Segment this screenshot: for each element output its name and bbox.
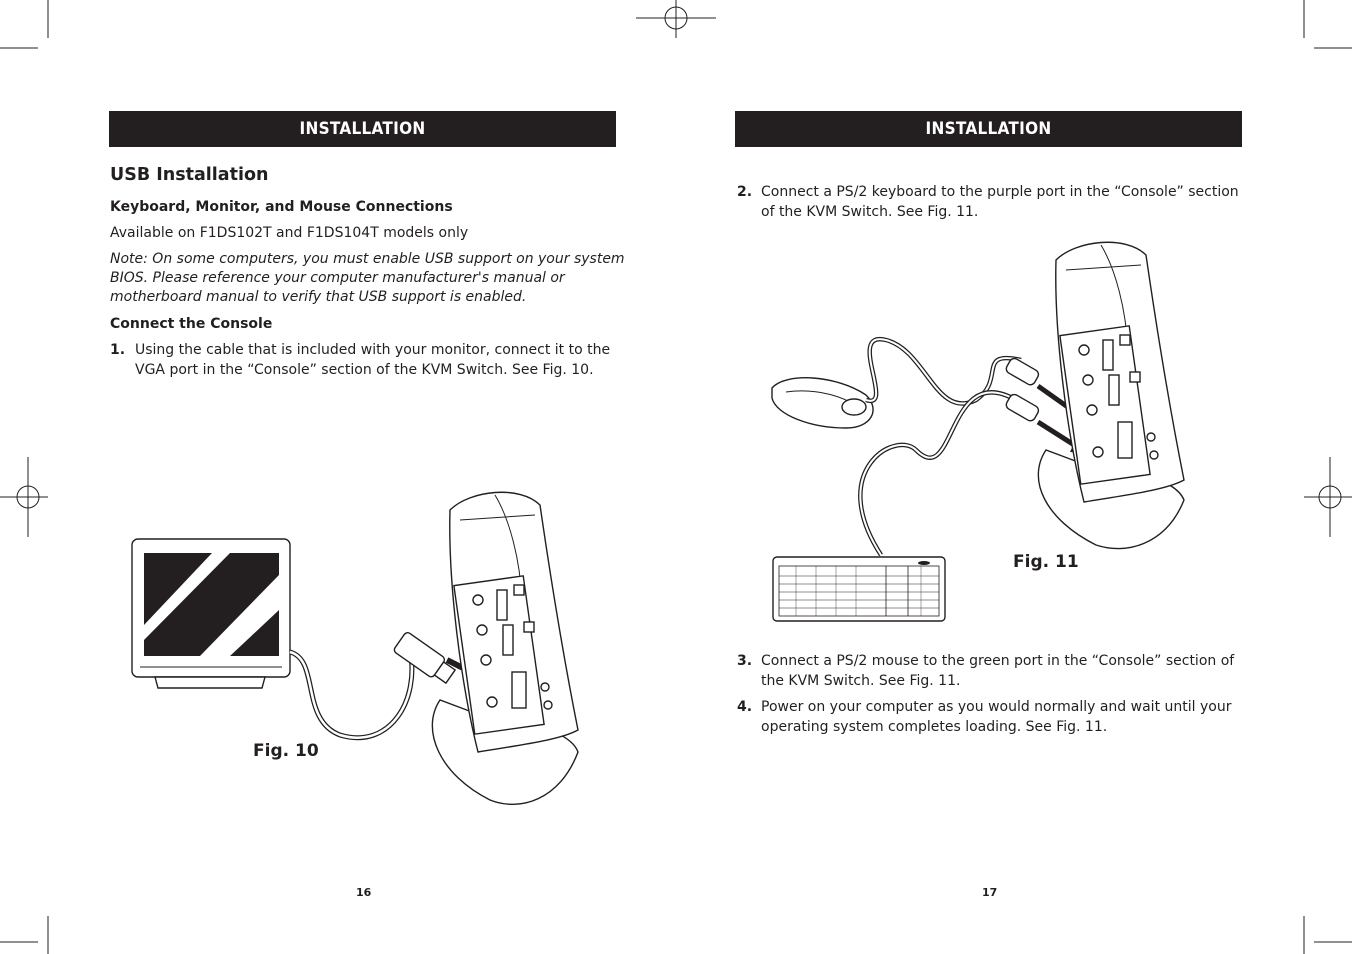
section-banner: INSTALLATION bbox=[735, 111, 1242, 147]
page-right bbox=[676, 0, 1352, 954]
page-heading: USB Installation bbox=[110, 165, 269, 185]
section-banner: INSTALLATION bbox=[109, 111, 616, 147]
step-number: 3. bbox=[737, 653, 753, 669]
subheading: Keyboard, Monitor, and Mouse Connections bbox=[110, 199, 453, 215]
step-text: of the KVM Switch. See Fig. 11. bbox=[761, 204, 979, 220]
step-text: operating system completes loading. See Fig. 11. bbox=[761, 719, 1108, 735]
kvm-switch-icon bbox=[432, 492, 578, 804]
availability-text: Available on F1DS102T and F1DS104T models only bbox=[110, 225, 469, 241]
step-text: Power on your computer as you would normally and wait until your bbox=[761, 699, 1232, 715]
page-number: 16 bbox=[356, 886, 372, 899]
ps2-connector-icon bbox=[1005, 393, 1041, 423]
keyboard-icon bbox=[773, 557, 945, 621]
page-number: 17 bbox=[982, 886, 998, 899]
step-number: 1. bbox=[110, 342, 126, 358]
step-text: VGA port in the “Console” section of the KVM Switch. See Fig. 10. bbox=[135, 362, 594, 378]
step-number: 2. bbox=[737, 184, 753, 200]
note-line: BIOS. Please reference your computer manufacturer's manual or bbox=[110, 270, 565, 286]
step-text: Using the cable that is included with your monitor, connect it to the bbox=[135, 342, 611, 358]
section-title: Connect the Console bbox=[110, 316, 273, 332]
step-number: 4. bbox=[737, 699, 753, 715]
note-line: motherboard manual to verify that USB support is enabled. bbox=[110, 289, 527, 305]
kvm-switch-icon bbox=[1038, 242, 1184, 548]
mouse-icon bbox=[772, 378, 873, 428]
figure-11-illustration bbox=[676, 0, 1352, 954]
step-text: the KVM Switch. See Fig. 11. bbox=[761, 673, 961, 689]
ps2-connector-icon bbox=[1005, 357, 1041, 387]
note-line: Note: On some computers, you must enable USB support on your system bbox=[110, 251, 625, 267]
step-text: Connect a PS/2 keyboard to the purple port in the “Console” section bbox=[761, 184, 1239, 200]
step-text: Connect a PS/2 mouse to the green port in the “Console” section of bbox=[761, 653, 1235, 669]
monitor-icon bbox=[132, 539, 290, 688]
figure-caption: Fig. 10 bbox=[253, 741, 319, 761]
figure-caption: Fig. 11 bbox=[1013, 552, 1079, 572]
